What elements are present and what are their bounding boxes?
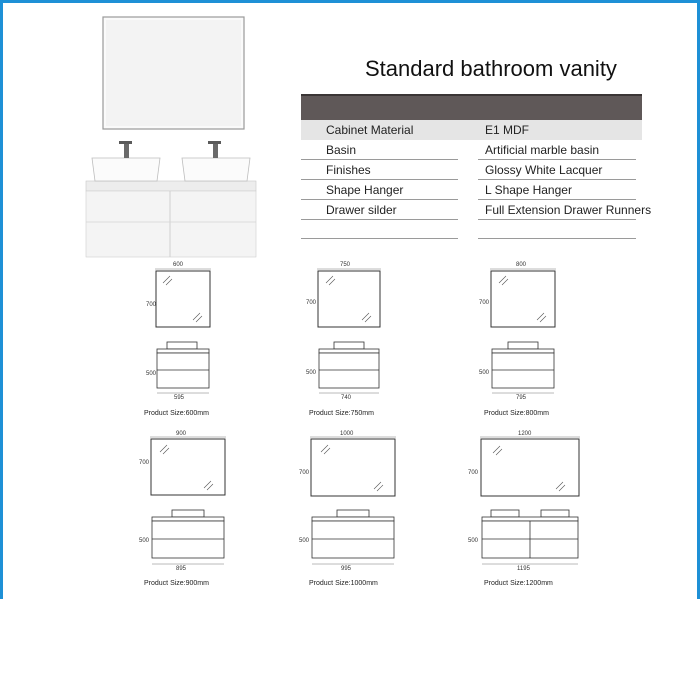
- divider: [478, 179, 636, 180]
- mirror-drawing-1200: [480, 436, 580, 498]
- divider: [478, 219, 636, 220]
- divider: [301, 159, 458, 160]
- cabinet-width-label: 795: [516, 395, 527, 401]
- cabinet-width-label: 895: [176, 566, 187, 572]
- mirror-width-label: 900: [176, 431, 187, 437]
- divider: [301, 219, 458, 220]
- spec-key: Drawer silder: [326, 203, 397, 217]
- cabinet-height-label: 500: [146, 371, 157, 377]
- mirror-height-label: 700: [299, 470, 310, 476]
- product-size-caption: Product Size:1200mm: [484, 580, 553, 587]
- spec-key: Basin: [326, 143, 357, 157]
- spec-row-shape-hanger: [301, 180, 642, 200]
- mirror-height-label: 700: [479, 300, 490, 306]
- cabinet-height-label: 500: [139, 538, 150, 544]
- cabinet-drawing-750: [317, 342, 381, 397]
- cabinet-height-label: 500: [299, 538, 310, 544]
- cabinet-drawing-800: [490, 342, 556, 397]
- spec-value: E1 MDF: [485, 123, 530, 137]
- spec-value: Full Extension Drawer Runners: [485, 203, 652, 217]
- mirror-drawing-600: [155, 268, 211, 328]
- spec-key: Finishes: [326, 163, 371, 177]
- product-size-caption: Product Size:750mm: [309, 410, 374, 417]
- mirror-drawing-750: [317, 268, 381, 328]
- mirror-height-label: 700: [468, 470, 479, 476]
- divider: [478, 238, 636, 239]
- cabinet-drawing-900: [150, 510, 226, 567]
- product-photo: [84, 15, 264, 260]
- mirror-width-label: 800: [516, 262, 527, 268]
- spec-value: L Shape Hanger: [485, 183, 572, 197]
- divider: [478, 159, 636, 160]
- cabinet-height-label: 500: [306, 370, 317, 376]
- spec-row-finishes: [301, 160, 642, 180]
- mirror-drawing-1000: [310, 436, 396, 498]
- cabinet-drawing-1200: [480, 510, 580, 567]
- cabinet-width-label: 995: [341, 566, 352, 572]
- mirror-height-label: 700: [146, 302, 157, 308]
- vanity-photo: [86, 141, 256, 257]
- mirror-width-label: 1000: [340, 431, 354, 437]
- cabinet-drawing-1000: [310, 510, 396, 567]
- cabinet-height-label: 500: [468, 538, 479, 544]
- spec-key: Shape Hanger: [326, 183, 404, 197]
- product-size-caption: Product Size:1000mm: [309, 580, 378, 587]
- mirror-drawing-900: [150, 436, 226, 496]
- cabinet-width-label: 1195: [517, 566, 530, 572]
- mirror-photo: [103, 17, 244, 129]
- mirror-height-label: 700: [139, 460, 150, 466]
- product-size-caption: Product Size:800mm: [484, 410, 549, 417]
- divider: [301, 238, 458, 239]
- cabinet-width-label: 740: [341, 395, 352, 401]
- divider: [301, 179, 458, 180]
- spec-row-cabinet-material: [301, 120, 642, 140]
- product-size-caption: Product Size:900mm: [144, 580, 209, 587]
- spec-header-bar: [301, 96, 642, 120]
- mirror-width-label: 600: [173, 262, 184, 268]
- cabinet-drawing-600: [155, 342, 211, 397]
- mirror-drawing-800: [490, 268, 556, 328]
- cabinet-width-label: 595: [174, 395, 185, 401]
- page-title: Standard bathroom vanity: [365, 56, 617, 81]
- spec-key: Cabinet Material: [326, 123, 414, 137]
- divider: [301, 199, 458, 200]
- mirror-width-label: 750: [340, 262, 351, 268]
- divider: [478, 199, 636, 200]
- cabinet-height-label: 500: [479, 370, 490, 376]
- spec-row-basin: [301, 140, 642, 160]
- product-size-caption: Product Size:600mm: [144, 410, 209, 417]
- mirror-width-label: 1200: [518, 431, 532, 437]
- mirror-height-label: 700: [306, 300, 317, 306]
- spec-value: Glossy White Lacquer: [485, 163, 603, 177]
- spec-value: Artificial marble basin: [485, 143, 600, 157]
- spec-row-drawer-slider: [301, 200, 652, 220]
